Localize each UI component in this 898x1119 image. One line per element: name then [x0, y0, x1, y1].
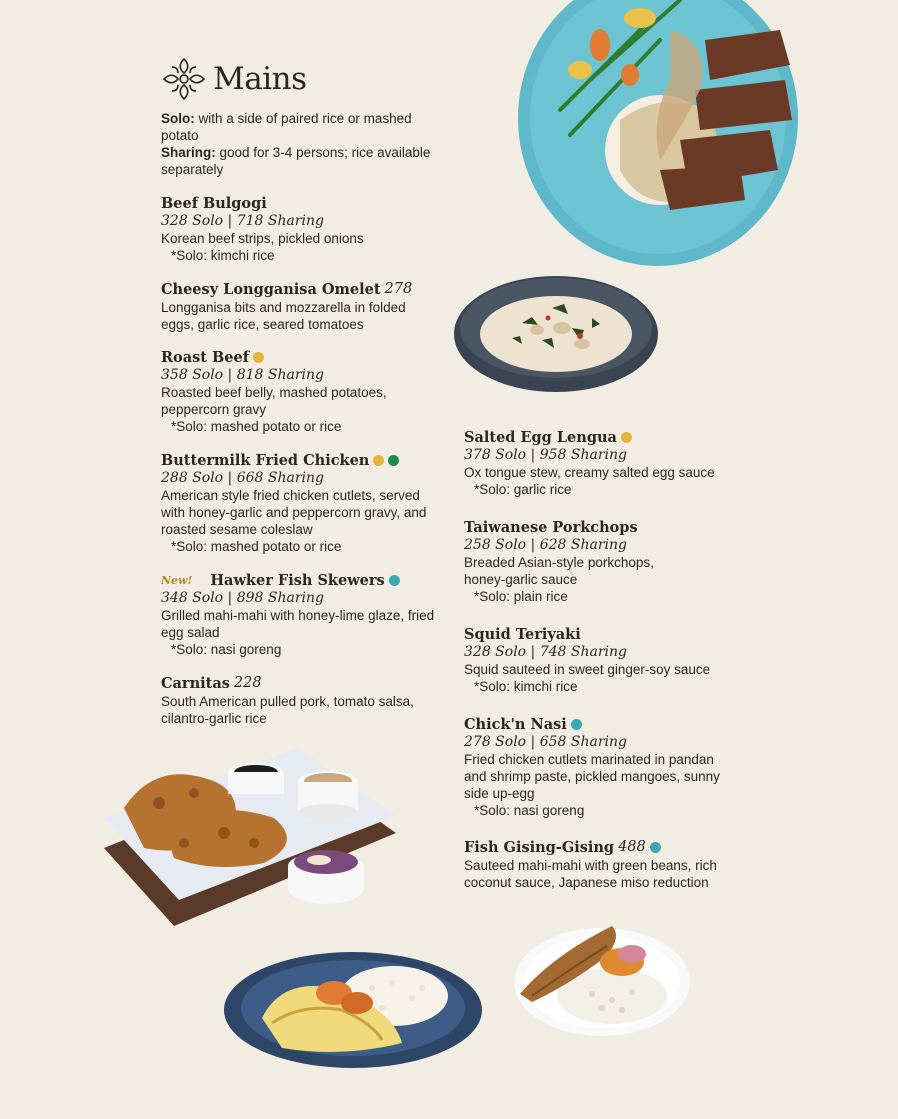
menu-item — [161, 194, 441, 264]
ornament-icon — [161, 56, 207, 102]
new-badge: New! — [161, 574, 193, 587]
item-price: 278 — [384, 281, 413, 297]
fried-chicken-board-photo — [104, 748, 404, 928]
item-price: 488 — [618, 839, 646, 855]
item-name: Salted Egg Lengua — [464, 429, 617, 446]
menu-item — [464, 428, 739, 498]
item-note: *Solo: nasi goreng — [171, 642, 282, 657]
item-price: 258 Solo | 628 Sharing — [464, 537, 627, 553]
item-description: Fried chicken cutlets marinated in pandan and shrimp paste, pickled mangoes, sunny side up-egg — [464, 752, 720, 801]
item-note: *Solo: nasi goreng — [474, 803, 585, 818]
item-note: *Solo: plain rice — [474, 589, 568, 604]
menu-item — [464, 715, 739, 819]
item-description: Breaded Asian-style porkchops, honey-garlic sauce — [464, 555, 654, 587]
menu-item — [161, 674, 436, 727]
item-price: 348 Solo | 898 Sharing — [161, 590, 324, 606]
item-price: 378 Solo | 958 Sharing — [464, 447, 627, 463]
item-price: 358 Solo | 818 Sharing — [161, 367, 324, 383]
item-name: Cheesy Longganisa Omelet — [161, 281, 381, 298]
item-description: American style fried chicken cutlets, served with honey-garlic and peppercorn gravy, and roasted sesame coleslaw — [161, 488, 427, 537]
menu-item — [161, 280, 436, 333]
yellow-dot-icon — [253, 352, 264, 363]
lengua-bowl-photo — [452, 268, 660, 396]
item-name: Buttermilk Fried Chicken — [161, 452, 370, 469]
item-name: Chick'n Nasi — [464, 716, 567, 733]
item-price: 328 Solo | 718 Sharing — [161, 213, 324, 229]
green-dot-icon — [388, 455, 399, 466]
intro-text — [161, 110, 431, 178]
item-price: 328 Solo | 748 Sharing — [464, 644, 627, 660]
sharing-label: Sharing: — [161, 145, 216, 160]
menu-item — [464, 518, 739, 605]
item-description: Roasted beef belly, mashed potatoes, peppercorn gravy — [161, 385, 387, 417]
item-name: Carnitas — [161, 675, 230, 692]
item-note: *Solo: kimchi rice — [474, 679, 578, 694]
solo-label: Solo: — [161, 111, 195, 126]
section-header — [161, 56, 307, 102]
menu-item — [161, 571, 436, 658]
item-note: *Solo: mashed potato or rice — [171, 539, 342, 554]
item-name: Roast Beef — [161, 349, 249, 366]
item-description: Grilled mahi-mahi with honey-lime glaze, fried egg salad — [161, 608, 435, 640]
item-name: Hawker Fish Skewers — [210, 572, 385, 589]
item-description: Sauteed mahi-mahi with green beans, rich coconut sauce, Japanese miso reduction — [464, 858, 717, 890]
yellow-dot-icon — [373, 455, 384, 466]
item-name: Fish Gising-Gising — [464, 839, 615, 856]
teal-dot-icon — [389, 575, 400, 586]
item-description: Korean beef strips, pickled onions — [161, 231, 364, 246]
item-description: Ox tongue stew, creamy salted egg sauce — [464, 465, 715, 480]
item-note: *Solo: garlic rice — [474, 482, 572, 497]
item-description: Longganisa bits and mozzarella in folded eggs, garlic rice, seared tomatoes — [161, 300, 406, 332]
yellow-dot-icon — [621, 432, 632, 443]
teal-dot-icon — [571, 719, 582, 730]
sharing-text: good for 3-4 persons; rice available separately — [161, 145, 431, 177]
page-title: Mains — [213, 61, 307, 97]
item-name: Taiwanese Porkchops — [464, 519, 638, 536]
menu-item — [161, 451, 436, 555]
item-note: *Solo: kimchi rice — [171, 248, 275, 263]
omelet-plate-photo — [222, 948, 484, 1072]
menu-item — [464, 625, 739, 695]
item-description: South American pulled pork, tomato salsa, cilantro-garlic rice — [161, 694, 414, 726]
item-name: Beef Bulgogi — [161, 195, 267, 212]
menu-item — [161, 348, 436, 435]
teal-dot-icon — [650, 842, 661, 853]
roast-beef-plate-photo — [510, 0, 800, 270]
solo-text: with a side of paired rice or mashed potato — [161, 111, 412, 143]
fish-plate-photo — [512, 916, 692, 1040]
item-price: 288 Solo | 668 Sharing — [161, 470, 324, 486]
item-description: Squid sauteed in sweet ginger-soy sauce — [464, 662, 711, 677]
item-note: *Solo: mashed potato or rice — [171, 419, 342, 434]
menu-item — [464, 838, 739, 891]
item-price: 228 — [233, 675, 262, 691]
item-name: Squid Teriyaki — [464, 626, 581, 643]
item-price: 278 Solo | 658 Sharing — [464, 734, 627, 750]
